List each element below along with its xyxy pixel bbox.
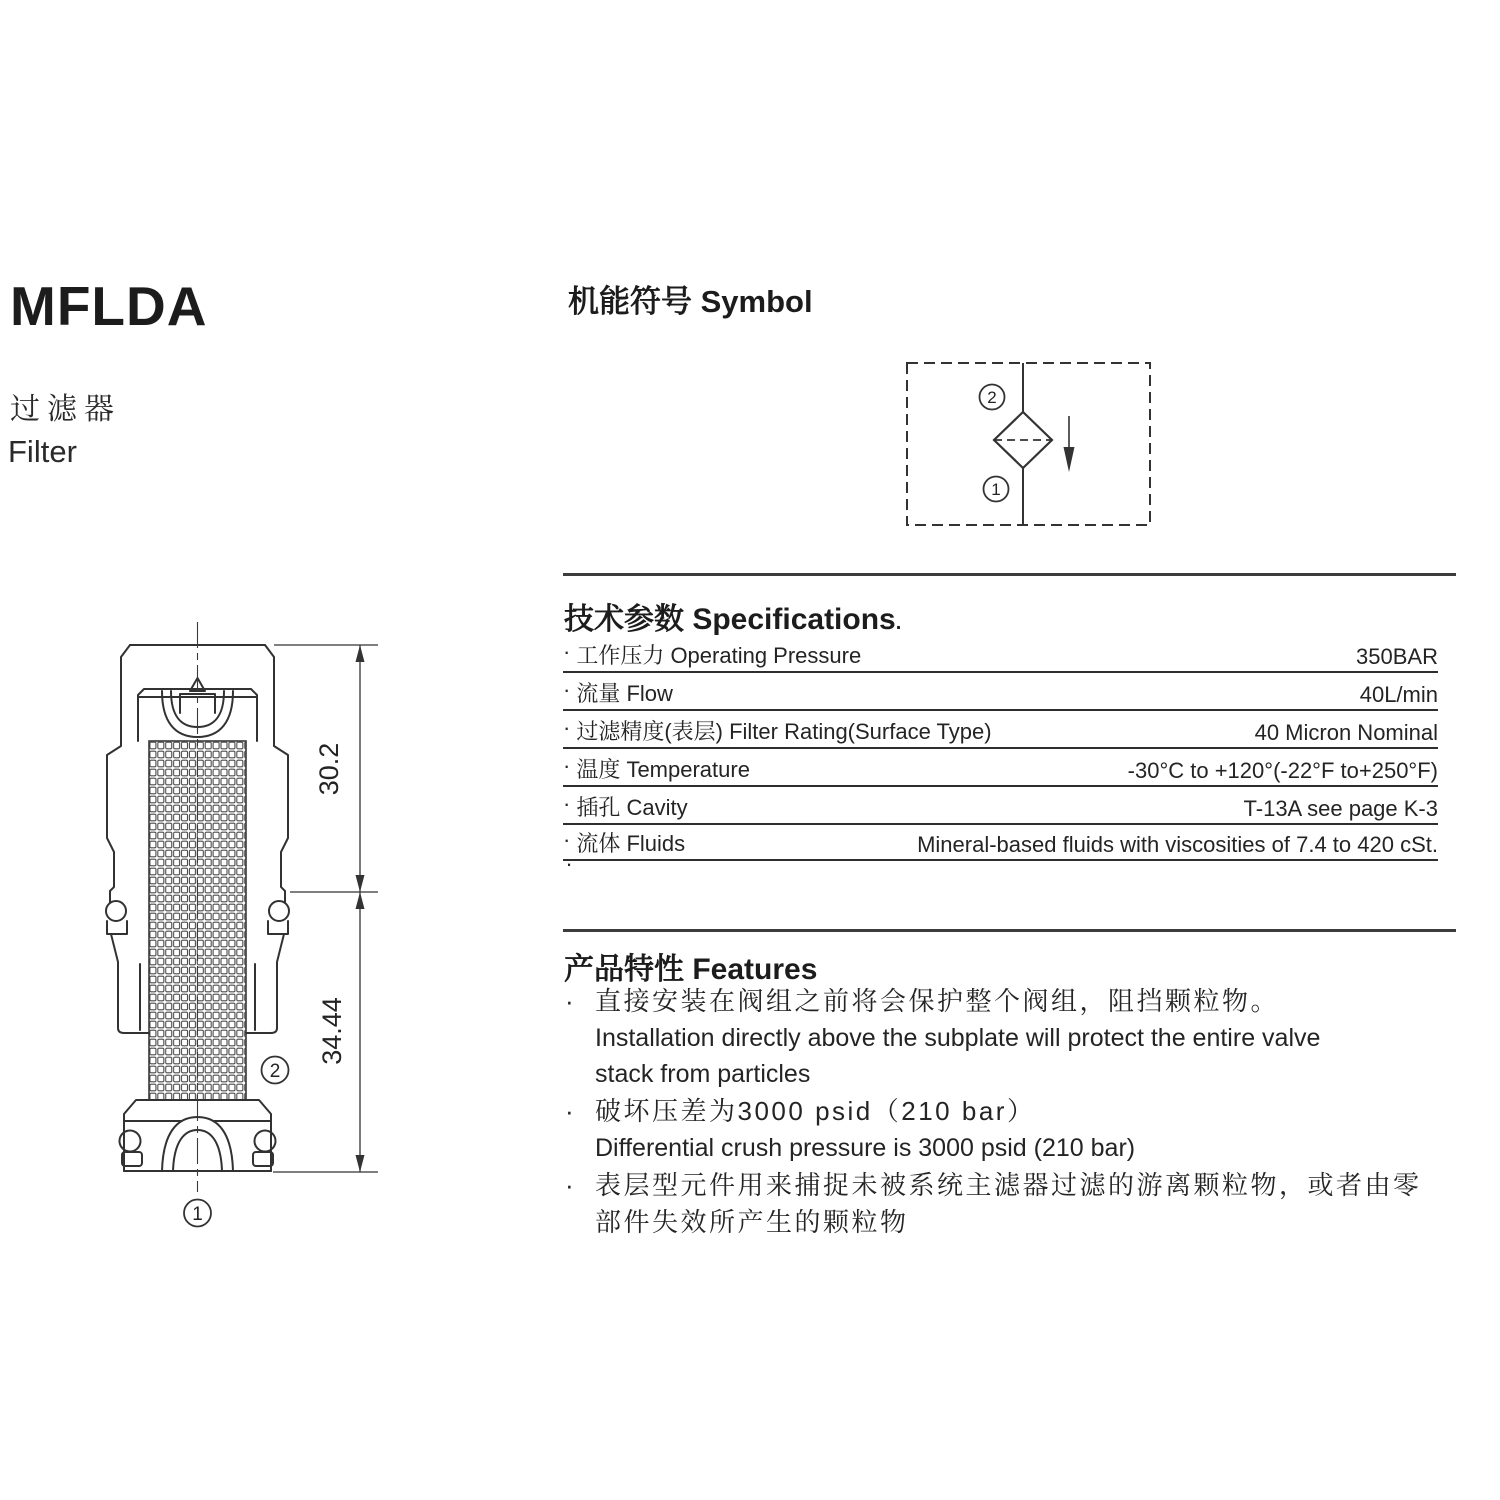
feature-item <box>565 983 1475 1092</box>
spec-row <box>563 787 1438 825</box>
specifications-heading <box>564 594 901 638</box>
bullet-glyph: · <box>563 715 571 740</box>
bullet-glyph: · <box>563 639 571 664</box>
filter-cartridge-drawing <box>60 615 420 1265</box>
spec-label: 流体 Fluids <box>576 831 686 856</box>
spec-row <box>563 711 1438 749</box>
feature-item <box>565 1167 1475 1241</box>
spec-label: 温度 Temperature <box>576 757 750 782</box>
features-list <box>565 983 1475 1242</box>
specifications-heading-text: 技术参数 Specifications <box>564 603 896 636</box>
spec-value: 40L/min <box>1359 682 1438 707</box>
feature-text-en: stack from particles <box>595 1060 811 1088</box>
spec-label: 插孔 Cavity <box>576 795 688 820</box>
product-title: MFLDA <box>10 275 208 337</box>
features-heading: 产品特性 Features <box>564 953 818 986</box>
left-lower-wall <box>111 934 149 1033</box>
bullet-glyph: · <box>563 827 571 852</box>
bullet-glyph: · <box>565 1170 574 1200</box>
spec-row <box>563 749 1438 787</box>
spec-label: 流量 Flow <box>576 681 673 706</box>
spec-row <box>563 635 1438 673</box>
feature-text-cn: 破坏压差为3000 psid（210 bar） <box>595 1096 1036 1126</box>
spec-row <box>563 825 1438 861</box>
spec-value: 350BAR <box>1356 644 1438 669</box>
specifications-heading-period: . <box>895 612 902 634</box>
hydraulic-symbol-diagram <box>880 345 1180 545</box>
right-lower-wall <box>246 934 284 1033</box>
port-1-label: 1 <box>991 480 1001 499</box>
bullet-glyph: · <box>563 677 571 702</box>
section-divider <box>563 573 1456 576</box>
dim-lower-label: 34.44 <box>317 997 347 1065</box>
spec-value: -30°C to +120°(-22°F to+250°F) <box>1127 758 1438 783</box>
cap-right-profile <box>265 645 288 902</box>
right-oring-groove <box>268 921 288 934</box>
stray-period: . <box>566 846 573 871</box>
right-oring <box>269 901 289 921</box>
drawing-port-2-label: 2 <box>269 1061 281 1082</box>
flow-direction-arrow-head <box>1064 447 1075 472</box>
feature-text-cn: 表层型元件用来捕捉未被系统主滤器过滤的游离颗粒物，或者由零 <box>595 1170 1422 1200</box>
specifications-table <box>563 635 1438 861</box>
cap-left-profile <box>107 645 130 902</box>
spec-row <box>563 673 1438 711</box>
left-oring-groove <box>107 921 127 934</box>
spec-label: 过滤精度(表层) Filter Rating(Surface Type) <box>576 719 992 744</box>
bullet-glyph: · <box>565 986 574 1016</box>
feature-text-en: Differential crush pressure is 3000 psid (210 bar) <box>595 1134 1136 1162</box>
product-subtitle-en: Filter <box>8 434 77 469</box>
spec-value: 40 Micron Nominal <box>1254 720 1438 745</box>
feature-item <box>565 1093 1475 1166</box>
dim-upper-label: 30.2 <box>314 742 344 796</box>
bullet-glyph: · <box>565 1096 574 1126</box>
left-oring <box>106 901 126 921</box>
port-2-label: 2 <box>987 388 997 407</box>
product-subtitle-cn: 过滤器 <box>10 393 121 426</box>
bullet-glyph: · <box>563 753 571 778</box>
section-divider <box>563 929 1456 932</box>
symbol-heading: 机能符号 Symbol <box>568 284 813 319</box>
drawing-port-1-label: 1 <box>192 1204 203 1225</box>
bullet-glyph: · <box>563 791 571 816</box>
spec-value: T-13A see page K-3 <box>1243 796 1438 821</box>
feature-text-cn: 部件失效所产生的颗粒物 <box>595 1207 909 1237</box>
spec-value: Mineral-based fluids with viscosities of 7.4 to 420 cSt. <box>917 832 1438 857</box>
feature-text-en: Installation directly above the subplate will protect the entire valve <box>595 1024 1321 1052</box>
spec-label: 工作压力 Operating Pressure <box>576 643 862 668</box>
feature-text-cn: 直接安装在阀组之前将会保护整个阀组，阻挡颗粒物。 <box>595 986 1280 1016</box>
